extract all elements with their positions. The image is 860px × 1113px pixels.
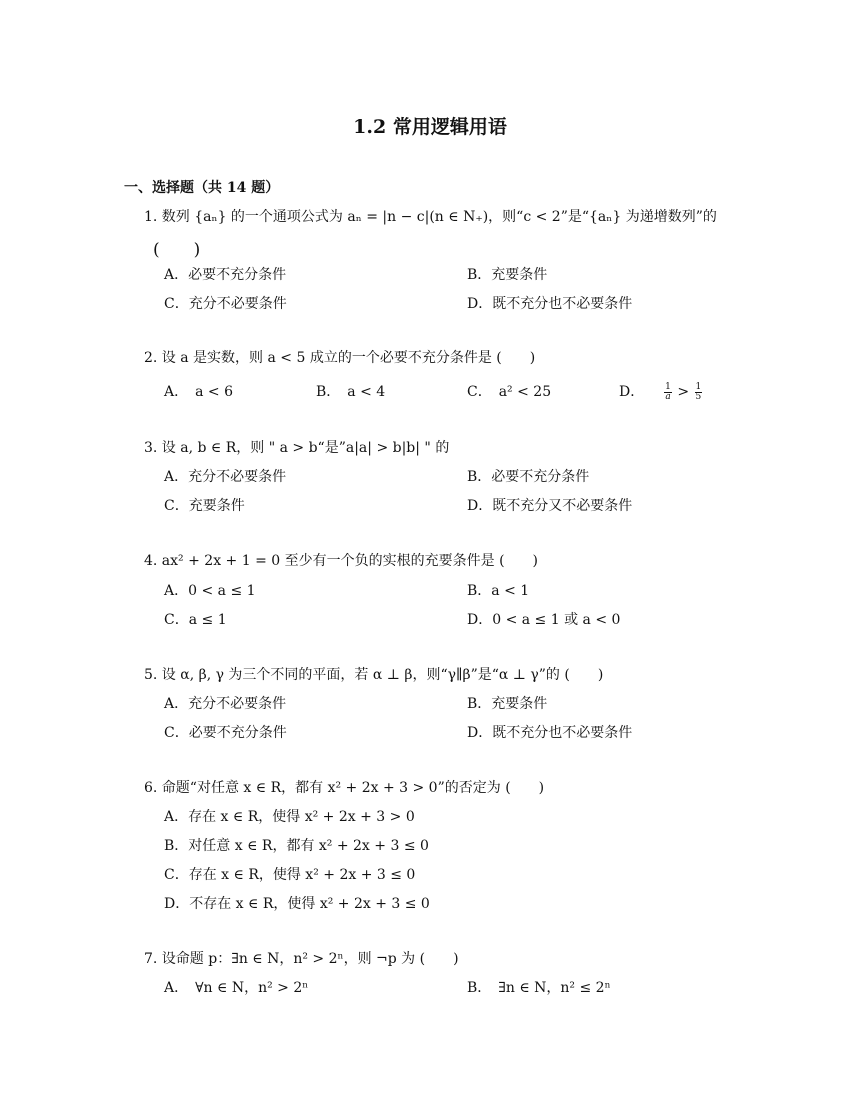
question-2-option-a: A． a < 6 (164, 384, 233, 400)
question-4-option-a: A．0 < a ≤ 1 (164, 583, 256, 599)
question-5-option-d: D．既不充分也不必要条件 (467, 725, 633, 741)
question-7-option-b: B． ∃n ∈ N，n² ≤ 2ⁿ (467, 980, 611, 996)
question-2-option-d-label: D． (619, 384, 645, 400)
question-6-option-d: D．不存在 x ∈ R，使得 x² + 2x + 3 ≤ 0 (164, 896, 430, 912)
question-4-option-d: D．0 < a ≤ 1 或 a < 0 (467, 612, 621, 628)
question-6-stem: 6. 命题“对任意 x ∈ R，都有 x² + 2x + 3 > 0”的否定为 ( ) (144, 780, 545, 796)
fraction-right-denominator: 5 (695, 391, 702, 402)
question-4-option-b: B．a < 1 (467, 583, 530, 599)
question-5-stem: 5. 设 α, β, γ 为三个不同的平面，若 α ⊥ β，则“γ∥β”是“α ⊥ γ”的 ( ) (144, 667, 604, 683)
question-2-option-d (619, 381, 703, 402)
fraction-right-numerator: 1 (695, 381, 702, 392)
fraction-left-numerator: 1 (665, 381, 671, 392)
question-1-stem: 1. 数列 {aₙ} 的一个通项公式为 aₙ = |n − c|(n ∈ N₊)，则“c < 2”是“{aₙ} 为递增数列”的 (144, 209, 717, 225)
question-2-option-b: B． a < 4 (316, 384, 386, 400)
question-7-stem: 7. 设命题 p：∃n ∈ N，n² > 2ⁿ，则 ¬p 为 ( ) (144, 951, 459, 967)
document-title: 1.2 常用逻辑用语 (353, 116, 507, 138)
question-5-option-b: B．充要条件 (467, 696, 548, 712)
fraction-right (695, 383, 703, 402)
question-1-option-a: A．必要不充分条件 (164, 267, 287, 283)
fraction-left (664, 383, 672, 402)
question-1-paren: ( ) (153, 240, 201, 260)
question-6-option-a: A．存在 x ∈ R，使得 x² + 2x + 3 > 0 (164, 809, 415, 825)
question-2-stem: 2. 设 a 是实数，则 a < 5 成立的一个必要不充分条件是 ( ) (144, 350, 536, 366)
question-3-option-b: B．必要不充分条件 (467, 469, 590, 485)
question-2-option-c: C． a² < 25 (467, 384, 552, 400)
question-1-option-d: D．既不充分也不必要条件 (467, 296, 633, 312)
section-heading: 一、选择题（共 14 题） (124, 180, 280, 196)
question-1-option-c: C．充分不必要条件 (164, 296, 287, 312)
question-4-stem: 4. ax² + 2x + 1 = 0 至少有一个负的实根的充要条件是 ( ) (144, 553, 538, 569)
question-3-option-c: C．充要条件 (164, 498, 245, 514)
question-3-option-d: D．既不充分又不必要条件 (467, 498, 633, 514)
question-3-option-a: A．充分不必要条件 (164, 469, 287, 485)
question-5-option-c: C．必要不充分条件 (164, 725, 287, 741)
fraction-left-denominator: a (665, 391, 671, 402)
question-6-option-b: B．对任意 x ∈ R，都有 x² + 2x + 3 ≤ 0 (164, 838, 429, 854)
question-4-option-c: C．a ≤ 1 (164, 612, 227, 628)
question-3-stem: 3. 设 a, b ∈ R，则 " a > b“是”a|a| > b|b| " 的 (144, 440, 450, 456)
question-6-option-c: C．存在 x ∈ R，使得 x² + 2x + 3 ≤ 0 (164, 867, 416, 883)
question-5-option-a: A．充分不必要条件 (164, 696, 287, 712)
question-7-option-a: A． ∀n ∈ N，n² > 2ⁿ (164, 980, 309, 996)
fraction-operator: > (677, 384, 690, 400)
question-1-option-b: B．充要条件 (467, 267, 548, 283)
